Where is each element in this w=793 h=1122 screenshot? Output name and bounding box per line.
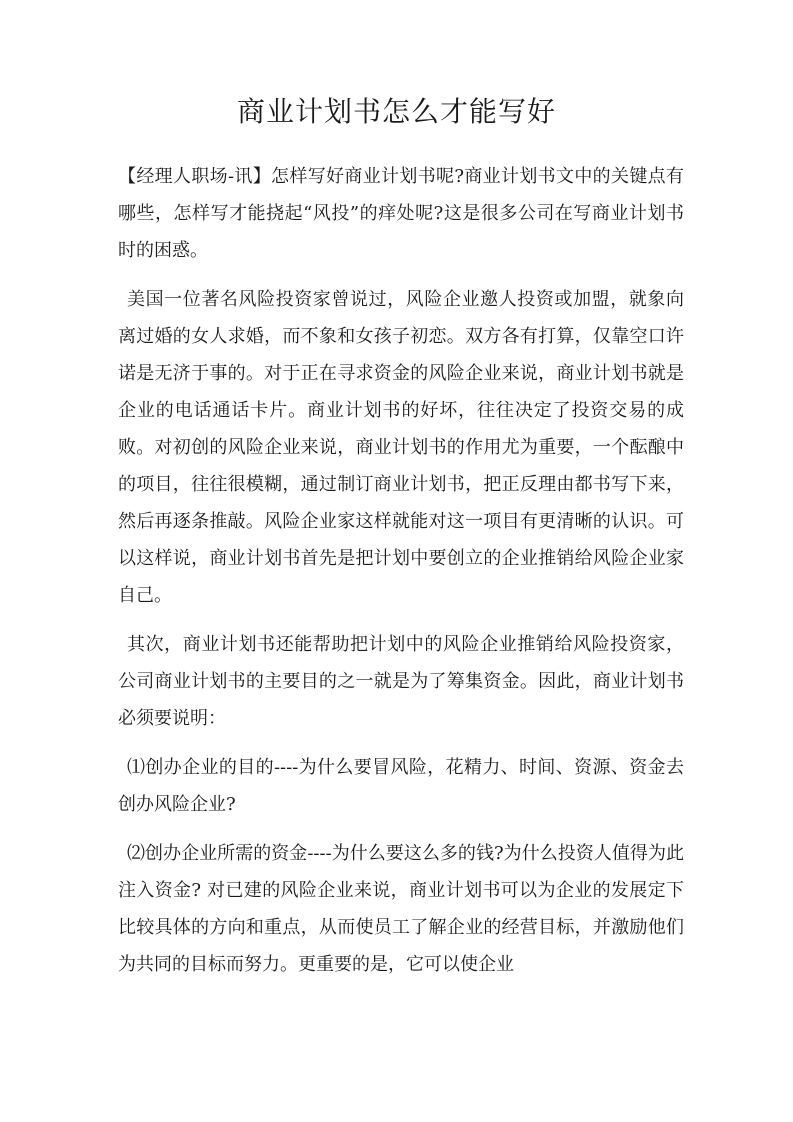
paragraph-item-2: ⑵创办企业所需的资金----为什么要这么多的钱?为什么投资人值得为此注入资金? 对已建的风险企业来说，商业计划书可以为企业的发展定下比较具体的方向和重点，从而使员工了解企业的经营目标，并激励他们为共同的目标而努力。更重要的是，它可以使企业 bbox=[118, 843, 684, 975]
paragraph-item-1: ⑴创办企业的目的----为什么要冒风险，花精力、时间、资源、资金去创办风险企业? bbox=[118, 757, 684, 815]
document-body bbox=[118, 158, 684, 995]
paragraph-intro: 【经理人职场-讯】怎样写好商业计划书呢?商业计划书文中的关键点有哪些，怎样写才能挠起“风投”的痒处呢?这是很多公司在写商业计划书时的困惑。 bbox=[118, 166, 684, 261]
document-title: 商业计划书怎么才能写好 bbox=[236, 95, 556, 128]
paragraph-investor-quote: 美国一位著名风险投资家曾说过，风险企业邀人投资或加盟，就象向离过婚的女人求婚，而不象和女孩子初恋。双方各有打算，仅靠空口许诺是无济于事的。对于正在寻求资金的风险企业来说，商业计划书就是企业的电话通话卡片。商业计划书的好坏，往往决定了投资交易的成败。对初创的风险企业来说，商业计划书的作用尤为重要，一个酝酿中的项目，往往很模糊，通过制订商业计划书，把正反理由都书写下来，然后再逐条推敲。风险企业家这样就能对这一项目有更清晰的认识。可以这样说，商业计划书首先是把计划中要创立的企业推销给风险企业家自己。 bbox=[118, 289, 684, 606]
paragraph-secondly: 其次，商业计划书还能帮助把计划中的风险企业推销给风险投资家，公司商业计划书的主要目的之一就是为了筹集资金。因此，商业计划书必须要说明： bbox=[118, 634, 684, 729]
